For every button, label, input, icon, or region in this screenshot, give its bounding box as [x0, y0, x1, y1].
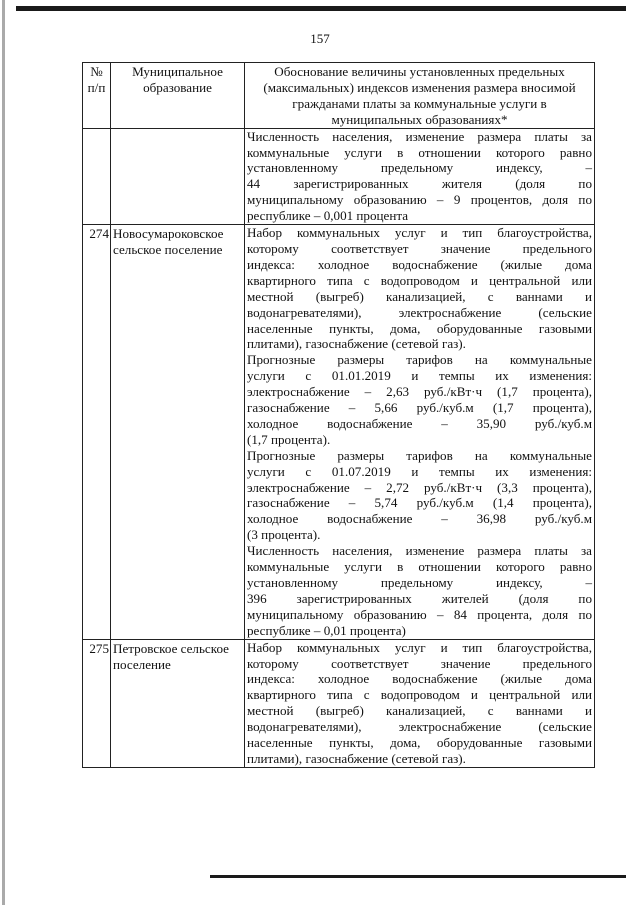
text-line: муниципальному образованию – 84 процента, доля по [247, 606, 592, 622]
text-line: местной (выгреб) канализацией, с ваннами и [247, 703, 592, 719]
tariff-index-table [82, 62, 595, 768]
row-number: 275 [83, 639, 111, 767]
rationale-paragraph [247, 352, 592, 447]
text-line: электроснабжение – 2,63 руб./кВт·ч (1,7 процента), [247, 384, 592, 400]
rationale-cell [245, 128, 595, 224]
table-header-row [83, 63, 595, 129]
text-line: газоснабжение – 5,74 руб./куб.м (1,4 процента), [247, 495, 592, 511]
header-rationale: Обоснование величины установленных предельных (максимальных) индексов изменения размера вносимой гражданами платы за коммунальные услуги в муниципальных образованиях* [245, 63, 595, 129]
text-line: водонагревателями), электроснабжение (сельские [247, 719, 592, 735]
text-line: 44 зарегистрированных жителя (доля по [247, 176, 592, 192]
text-line: (1,7 процента). [247, 431, 331, 447]
rationale-cell [245, 225, 595, 640]
text-line: электроснабжение – 2,72 руб./кВт·ч (3,3 процента), [247, 479, 592, 495]
text-line: местной (выгреб) канализацией, с ваннами и [247, 288, 592, 304]
text-line: Набор коммунальных услуг и тип благоустройства, [247, 225, 592, 241]
table-row [83, 225, 595, 640]
text-line: республике – 0,001 процента [247, 208, 409, 224]
text-line: которому соответствует значение предельного [247, 655, 592, 671]
rationale-paragraph [247, 448, 592, 543]
rationale-paragraph [247, 129, 592, 224]
text-line: населенные пункты, дома, оборудованные газовыми [247, 735, 592, 751]
rationale-cell [245, 639, 595, 767]
page-number: 157 [310, 31, 330, 46]
rationale-paragraph [247, 640, 592, 767]
text-line: квартирного типа с водопроводом и центральной или [247, 272, 592, 288]
text-line: Прогнозные размеры тарифов на коммунальные [247, 352, 592, 368]
text-line: коммунальные услуги в отношении которого равно [247, 559, 592, 575]
text-line: Прогнозные размеры тарифов на коммунальные [247, 447, 592, 463]
text-line: услуги с 01.01.2019 и темпы их изменения: [247, 368, 592, 384]
text-line: (3 процента). [247, 527, 321, 543]
text-line: квартирного типа с водопроводом и центральной или [247, 687, 592, 703]
text-line: плитами), газоснабжение (сетевой газ). [247, 750, 466, 766]
text-line: Набор коммунальных услуг и тип благоустройства, [247, 639, 592, 655]
header-municipality: Муниципальное образование [111, 63, 245, 129]
text-line: которому соответствует значение предельного [247, 240, 592, 256]
text-line: Численность населения, изменение размера платы за [247, 128, 592, 144]
scan-edge [2, 0, 5, 905]
row-number: 274 [83, 225, 111, 640]
text-line: коммунальные услуги в отношении которого равно [247, 144, 592, 160]
row-number [83, 128, 111, 224]
text-line: населенные пункты, дома, оборудованные газовыми [247, 320, 592, 336]
text-line: плитами), газоснабжение (сетевой газ). [247, 336, 466, 352]
rationale-paragraph [247, 543, 592, 638]
municipality-name [111, 128, 245, 224]
top-border-line [16, 6, 626, 11]
municipality-name: Петровское сельское поселение [111, 639, 245, 767]
text-line: Численность населения, изменение размера платы за [247, 543, 592, 559]
rationale-paragraph [247, 225, 592, 352]
text-line: республике – 0,01 процента) [247, 622, 406, 638]
text-line: индекса: холодное водоснабжение (жилые дома [247, 671, 592, 687]
header-num: № п/п [83, 63, 111, 129]
text-line: индекса: холодное водоснабжение (жилые дома [247, 256, 592, 272]
text-line: муниципальному образованию – 9 процентов, доля по [247, 192, 592, 208]
text-line: холодное водоснабжение – 36,98 руб./куб.м [247, 511, 592, 527]
table-row [83, 639, 595, 767]
text-line: 396 зарегистрированных жителей (доля по [247, 590, 592, 606]
table-row [83, 128, 595, 224]
municipality-name: Новосумароковское сельское поселение [111, 225, 245, 640]
text-line: услуги с 01.07.2019 и темпы их изменения: [247, 463, 592, 479]
text-line: установленному предельному индексу, – [247, 160, 592, 176]
text-line: водонагревателями), электроснабжение (сельские [247, 304, 592, 320]
text-line: установленному предельному индексу, – [247, 575, 592, 590]
text-line: газоснабжение – 5,66 руб./куб.м (1,7 процента), [247, 400, 592, 416]
bottom-border-line [210, 875, 626, 878]
text-line: холодное водоснабжение – 35,90 руб./куб.м [247, 415, 592, 431]
